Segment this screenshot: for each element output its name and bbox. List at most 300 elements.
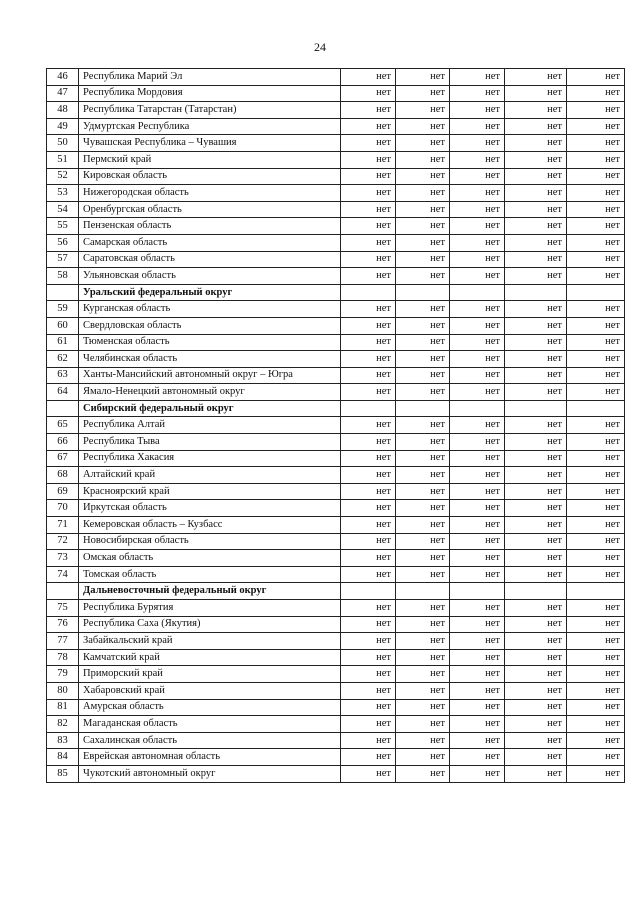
- value-cell: нет: [450, 716, 505, 733]
- value-cell: нет: [396, 682, 450, 699]
- row-number: 81: [47, 699, 79, 716]
- row-number: 82: [47, 716, 79, 733]
- table-row: [47, 384, 625, 401]
- region-name: Приморский край: [79, 666, 341, 683]
- table-row: [47, 367, 625, 384]
- value-cell: нет: [505, 118, 567, 135]
- value-cell: [505, 583, 567, 600]
- row-number: 85: [47, 765, 79, 782]
- value-cell: нет: [505, 732, 567, 749]
- value-cell: нет: [505, 367, 567, 384]
- value-cell: нет: [341, 450, 396, 467]
- value-cell: нет: [341, 334, 396, 351]
- row-number: 72: [47, 533, 79, 550]
- value-cell: нет: [341, 251, 396, 268]
- value-cell: нет: [567, 201, 625, 218]
- value-cell: нет: [567, 334, 625, 351]
- value-cell: нет: [567, 765, 625, 782]
- row-number: 58: [47, 268, 79, 285]
- value-cell: нет: [567, 533, 625, 550]
- row-number-cell: [47, 284, 79, 301]
- value-cell: нет: [567, 749, 625, 766]
- region-name: Кемеровская область – Кузбасс: [79, 517, 341, 534]
- value-cell: нет: [341, 85, 396, 102]
- value-cell: нет: [505, 633, 567, 650]
- value-cell: нет: [396, 151, 450, 168]
- value-cell: нет: [567, 218, 625, 235]
- value-cell: нет: [450, 633, 505, 650]
- row-number-cell: [47, 583, 79, 600]
- value-cell: [450, 284, 505, 301]
- value-cell: нет: [450, 168, 505, 185]
- table-row: [47, 500, 625, 517]
- region-name: Новосибирская область: [79, 533, 341, 550]
- value-cell: нет: [341, 69, 396, 86]
- table-row: [47, 765, 625, 782]
- table-row: [47, 716, 625, 733]
- row-number: 55: [47, 218, 79, 235]
- value-cell: нет: [396, 367, 450, 384]
- value-cell: нет: [396, 517, 450, 534]
- value-cell: нет: [567, 649, 625, 666]
- row-number: 69: [47, 483, 79, 500]
- value-cell: нет: [450, 69, 505, 86]
- value-cell: нет: [450, 118, 505, 135]
- table-row: [47, 69, 625, 86]
- value-cell: нет: [450, 533, 505, 550]
- value-cell: нет: [450, 566, 505, 583]
- district-header-row: [47, 583, 625, 600]
- region-name: Пермский край: [79, 151, 341, 168]
- region-name: Сахалинская область: [79, 732, 341, 749]
- value-cell: нет: [505, 268, 567, 285]
- value-cell: нет: [396, 600, 450, 617]
- table-row: [47, 317, 625, 334]
- row-number: 64: [47, 384, 79, 401]
- table-row: [47, 517, 625, 534]
- region-name: Еврейская автономная область: [79, 749, 341, 766]
- region-name: Самарская область: [79, 234, 341, 251]
- value-cell: нет: [450, 550, 505, 567]
- region-name: Ямало-Ненецкий автономный округ: [79, 384, 341, 401]
- table-row: [47, 185, 625, 202]
- table-row: [47, 450, 625, 467]
- value-cell: нет: [505, 566, 567, 583]
- table-row: [47, 732, 625, 749]
- value-cell: нет: [396, 699, 450, 716]
- row-number: 49: [47, 118, 79, 135]
- region-name: Республика Мордовия: [79, 85, 341, 102]
- value-cell: нет: [396, 500, 450, 517]
- value-cell: [396, 284, 450, 301]
- value-cell: нет: [396, 483, 450, 500]
- value-cell: нет: [396, 467, 450, 484]
- value-cell: нет: [341, 699, 396, 716]
- value-cell: нет: [567, 716, 625, 733]
- value-cell: нет: [567, 317, 625, 334]
- table-row: [47, 600, 625, 617]
- value-cell: нет: [505, 151, 567, 168]
- table-row: [47, 566, 625, 583]
- table-row: [47, 351, 625, 368]
- table-row: [47, 234, 625, 251]
- value-cell: нет: [341, 417, 396, 434]
- value-cell: [396, 583, 450, 600]
- value-cell: нет: [567, 367, 625, 384]
- value-cell: нет: [341, 434, 396, 451]
- district-name: Сибирский федеральный округ: [79, 400, 341, 417]
- table-row: [47, 218, 625, 235]
- value-cell: нет: [567, 450, 625, 467]
- value-cell: нет: [505, 450, 567, 467]
- value-cell: нет: [396, 317, 450, 334]
- value-cell: нет: [396, 168, 450, 185]
- value-cell: [567, 400, 625, 417]
- value-cell: [567, 583, 625, 600]
- row-number: 62: [47, 351, 79, 368]
- value-cell: нет: [505, 616, 567, 633]
- row-number: 70: [47, 500, 79, 517]
- region-name: Нижегородская область: [79, 185, 341, 202]
- region-name: Республика Тыва: [79, 434, 341, 451]
- table-row: [47, 201, 625, 218]
- value-cell: нет: [450, 666, 505, 683]
- value-cell: нет: [567, 417, 625, 434]
- value-cell: нет: [341, 566, 396, 583]
- row-number: 84: [47, 749, 79, 766]
- value-cell: нет: [505, 384, 567, 401]
- region-name: Свердловская область: [79, 317, 341, 334]
- value-cell: нет: [450, 649, 505, 666]
- region-name: Ульяновская область: [79, 268, 341, 285]
- table-row: [47, 417, 625, 434]
- value-cell: нет: [567, 467, 625, 484]
- value-cell: [450, 583, 505, 600]
- value-cell: нет: [341, 649, 396, 666]
- value-cell: нет: [341, 135, 396, 152]
- value-cell: нет: [567, 351, 625, 368]
- value-cell: нет: [396, 716, 450, 733]
- row-number: 51: [47, 151, 79, 168]
- value-cell: нет: [396, 533, 450, 550]
- table-row: [47, 533, 625, 550]
- value-cell: нет: [341, 533, 396, 550]
- value-cell: нет: [396, 732, 450, 749]
- value-cell: нет: [341, 765, 396, 782]
- region-name: Саратовская область: [79, 251, 341, 268]
- value-cell: нет: [567, 682, 625, 699]
- value-cell: нет: [396, 666, 450, 683]
- row-number: 59: [47, 301, 79, 318]
- value-cell: нет: [567, 384, 625, 401]
- value-cell: нет: [450, 218, 505, 235]
- value-cell: нет: [505, 334, 567, 351]
- region-name: Республика Саха (Якутия): [79, 616, 341, 633]
- table-row: [47, 301, 625, 318]
- row-number: 66: [47, 434, 79, 451]
- value-cell: нет: [450, 765, 505, 782]
- value-cell: нет: [341, 666, 396, 683]
- table-row: [47, 251, 625, 268]
- value-cell: нет: [450, 251, 505, 268]
- value-cell: нет: [567, 600, 625, 617]
- region-name: Алтайский край: [79, 467, 341, 484]
- value-cell: нет: [396, 566, 450, 583]
- value-cell: нет: [505, 251, 567, 268]
- row-number: 78: [47, 649, 79, 666]
- value-cell: нет: [567, 268, 625, 285]
- value-cell: нет: [505, 168, 567, 185]
- table-row: [47, 151, 625, 168]
- district-header-row: [47, 284, 625, 301]
- value-cell: нет: [341, 384, 396, 401]
- value-cell: нет: [396, 301, 450, 318]
- value-cell: нет: [450, 317, 505, 334]
- value-cell: нет: [396, 69, 450, 86]
- value-cell: нет: [341, 682, 396, 699]
- value-cell: нет: [567, 102, 625, 119]
- value-cell: нет: [505, 749, 567, 766]
- value-cell: нет: [505, 649, 567, 666]
- value-cell: нет: [567, 151, 625, 168]
- value-cell: нет: [505, 234, 567, 251]
- value-cell: нет: [505, 699, 567, 716]
- value-cell: нет: [505, 351, 567, 368]
- region-name: Красноярский край: [79, 483, 341, 500]
- value-cell: нет: [567, 732, 625, 749]
- table-row: [47, 268, 625, 285]
- value-cell: нет: [396, 550, 450, 567]
- row-number: 75: [47, 600, 79, 617]
- value-cell: [341, 400, 396, 417]
- table-row: [47, 649, 625, 666]
- region-name: Республика Бурятия: [79, 600, 341, 617]
- value-cell: нет: [567, 616, 625, 633]
- row-number: 57: [47, 251, 79, 268]
- region-name: Оренбургская область: [79, 201, 341, 218]
- value-cell: нет: [450, 268, 505, 285]
- value-cell: нет: [341, 301, 396, 318]
- value-cell: [505, 284, 567, 301]
- value-cell: [505, 400, 567, 417]
- value-cell: нет: [505, 666, 567, 683]
- value-cell: нет: [450, 334, 505, 351]
- value-cell: нет: [396, 234, 450, 251]
- value-cell: [396, 400, 450, 417]
- value-cell: нет: [567, 517, 625, 534]
- value-cell: нет: [450, 151, 505, 168]
- value-cell: нет: [567, 251, 625, 268]
- district-name: Уральский федеральный округ: [79, 284, 341, 301]
- region-name: Хабаровский край: [79, 682, 341, 699]
- region-name: Чувашская Республика – Чувашия: [79, 135, 341, 152]
- row-number: 74: [47, 566, 79, 583]
- region-name: Тюменская область: [79, 334, 341, 351]
- value-cell: нет: [505, 201, 567, 218]
- table-row: [47, 467, 625, 484]
- value-cell: нет: [396, 118, 450, 135]
- value-cell: нет: [396, 351, 450, 368]
- value-cell: нет: [450, 367, 505, 384]
- value-cell: нет: [505, 600, 567, 617]
- value-cell: [341, 284, 396, 301]
- table-row: [47, 334, 625, 351]
- value-cell: нет: [450, 500, 505, 517]
- value-cell: нет: [341, 550, 396, 567]
- region-name: Чукотский автономный округ: [79, 765, 341, 782]
- page-number: 24: [314, 40, 326, 54]
- value-cell: нет: [505, 102, 567, 119]
- value-cell: нет: [396, 85, 450, 102]
- value-cell: нет: [505, 434, 567, 451]
- region-name: Омская область: [79, 550, 341, 567]
- value-cell: нет: [505, 500, 567, 517]
- value-cell: нет: [341, 317, 396, 334]
- value-cell: нет: [567, 185, 625, 202]
- value-cell: нет: [450, 434, 505, 451]
- table-row: [47, 699, 625, 716]
- table-row: [47, 616, 625, 633]
- value-cell: нет: [341, 151, 396, 168]
- value-cell: нет: [505, 716, 567, 733]
- table-row: [47, 118, 625, 135]
- value-cell: нет: [450, 201, 505, 218]
- value-cell: нет: [505, 185, 567, 202]
- table-row: [47, 135, 625, 152]
- value-cell: нет: [396, 450, 450, 467]
- value-cell: [341, 583, 396, 600]
- value-cell: нет: [505, 682, 567, 699]
- value-cell: нет: [505, 317, 567, 334]
- value-cell: [567, 284, 625, 301]
- region-name: Ханты-Мансийский автономный округ – Югра: [79, 367, 341, 384]
- region-name: Республика Хакасия: [79, 450, 341, 467]
- value-cell: нет: [567, 566, 625, 583]
- row-number: 77: [47, 633, 79, 650]
- row-number: 63: [47, 367, 79, 384]
- value-cell: нет: [396, 218, 450, 235]
- value-cell: нет: [341, 218, 396, 235]
- value-cell: нет: [396, 268, 450, 285]
- value-cell: нет: [396, 633, 450, 650]
- value-cell: [450, 400, 505, 417]
- region-name: Республика Алтай: [79, 417, 341, 434]
- region-name: Пензенская область: [79, 218, 341, 235]
- value-cell: нет: [396, 616, 450, 633]
- value-cell: нет: [505, 533, 567, 550]
- row-number: 79: [47, 666, 79, 683]
- value-cell: нет: [450, 234, 505, 251]
- region-name: Магаданская область: [79, 716, 341, 733]
- table-row: [47, 749, 625, 766]
- row-number: 46: [47, 69, 79, 86]
- value-cell: нет: [396, 334, 450, 351]
- table-row: [47, 168, 625, 185]
- region-name: Иркутская область: [79, 500, 341, 517]
- value-cell: нет: [396, 201, 450, 218]
- value-cell: нет: [505, 517, 567, 534]
- row-number: 54: [47, 201, 79, 218]
- value-cell: нет: [450, 732, 505, 749]
- value-cell: нет: [567, 85, 625, 102]
- value-cell: нет: [450, 616, 505, 633]
- table-row: [47, 434, 625, 451]
- district-header-row: [47, 400, 625, 417]
- row-number: 65: [47, 417, 79, 434]
- value-cell: нет: [341, 616, 396, 633]
- value-cell: нет: [567, 234, 625, 251]
- value-cell: нет: [341, 749, 396, 766]
- value-cell: нет: [341, 732, 396, 749]
- value-cell: нет: [505, 765, 567, 782]
- row-number: 67: [47, 450, 79, 467]
- value-cell: нет: [341, 102, 396, 119]
- value-cell: нет: [450, 450, 505, 467]
- value-cell: нет: [567, 135, 625, 152]
- value-cell: нет: [341, 483, 396, 500]
- value-cell: нет: [450, 85, 505, 102]
- value-cell: нет: [341, 716, 396, 733]
- region-name: Амурская область: [79, 699, 341, 716]
- value-cell: нет: [505, 69, 567, 86]
- value-cell: нет: [396, 434, 450, 451]
- regions-table: [46, 68, 625, 783]
- value-cell: нет: [505, 301, 567, 318]
- value-cell: нет: [450, 185, 505, 202]
- value-cell: нет: [567, 666, 625, 683]
- value-cell: нет: [567, 301, 625, 318]
- table-row: [47, 483, 625, 500]
- row-number: 68: [47, 467, 79, 484]
- row-number: 61: [47, 334, 79, 351]
- value-cell: нет: [450, 102, 505, 119]
- value-cell: нет: [341, 168, 396, 185]
- value-cell: нет: [450, 135, 505, 152]
- value-cell: нет: [567, 500, 625, 517]
- value-cell: нет: [450, 483, 505, 500]
- value-cell: нет: [396, 765, 450, 782]
- value-cell: нет: [341, 234, 396, 251]
- value-cell: нет: [567, 434, 625, 451]
- row-number: 83: [47, 732, 79, 749]
- region-name: Курганская область: [79, 301, 341, 318]
- value-cell: нет: [396, 649, 450, 666]
- row-number: 56: [47, 234, 79, 251]
- value-cell: нет: [450, 600, 505, 617]
- value-cell: нет: [396, 417, 450, 434]
- region-name: Удмуртская Республика: [79, 118, 341, 135]
- row-number: 53: [47, 185, 79, 202]
- value-cell: нет: [450, 351, 505, 368]
- value-cell: нет: [341, 600, 396, 617]
- region-name: Республика Татарстан (Татарстан): [79, 102, 341, 119]
- value-cell: нет: [396, 185, 450, 202]
- value-cell: нет: [505, 417, 567, 434]
- row-number-cell: [47, 400, 79, 417]
- value-cell: нет: [341, 185, 396, 202]
- row-number: 76: [47, 616, 79, 633]
- value-cell: нет: [396, 384, 450, 401]
- value-cell: нет: [341, 201, 396, 218]
- value-cell: нет: [341, 351, 396, 368]
- regions-table-body: [47, 69, 625, 783]
- table-row: [47, 633, 625, 650]
- value-cell: нет: [505, 135, 567, 152]
- value-cell: нет: [450, 301, 505, 318]
- value-cell: нет: [341, 633, 396, 650]
- value-cell: нет: [505, 218, 567, 235]
- value-cell: нет: [450, 699, 505, 716]
